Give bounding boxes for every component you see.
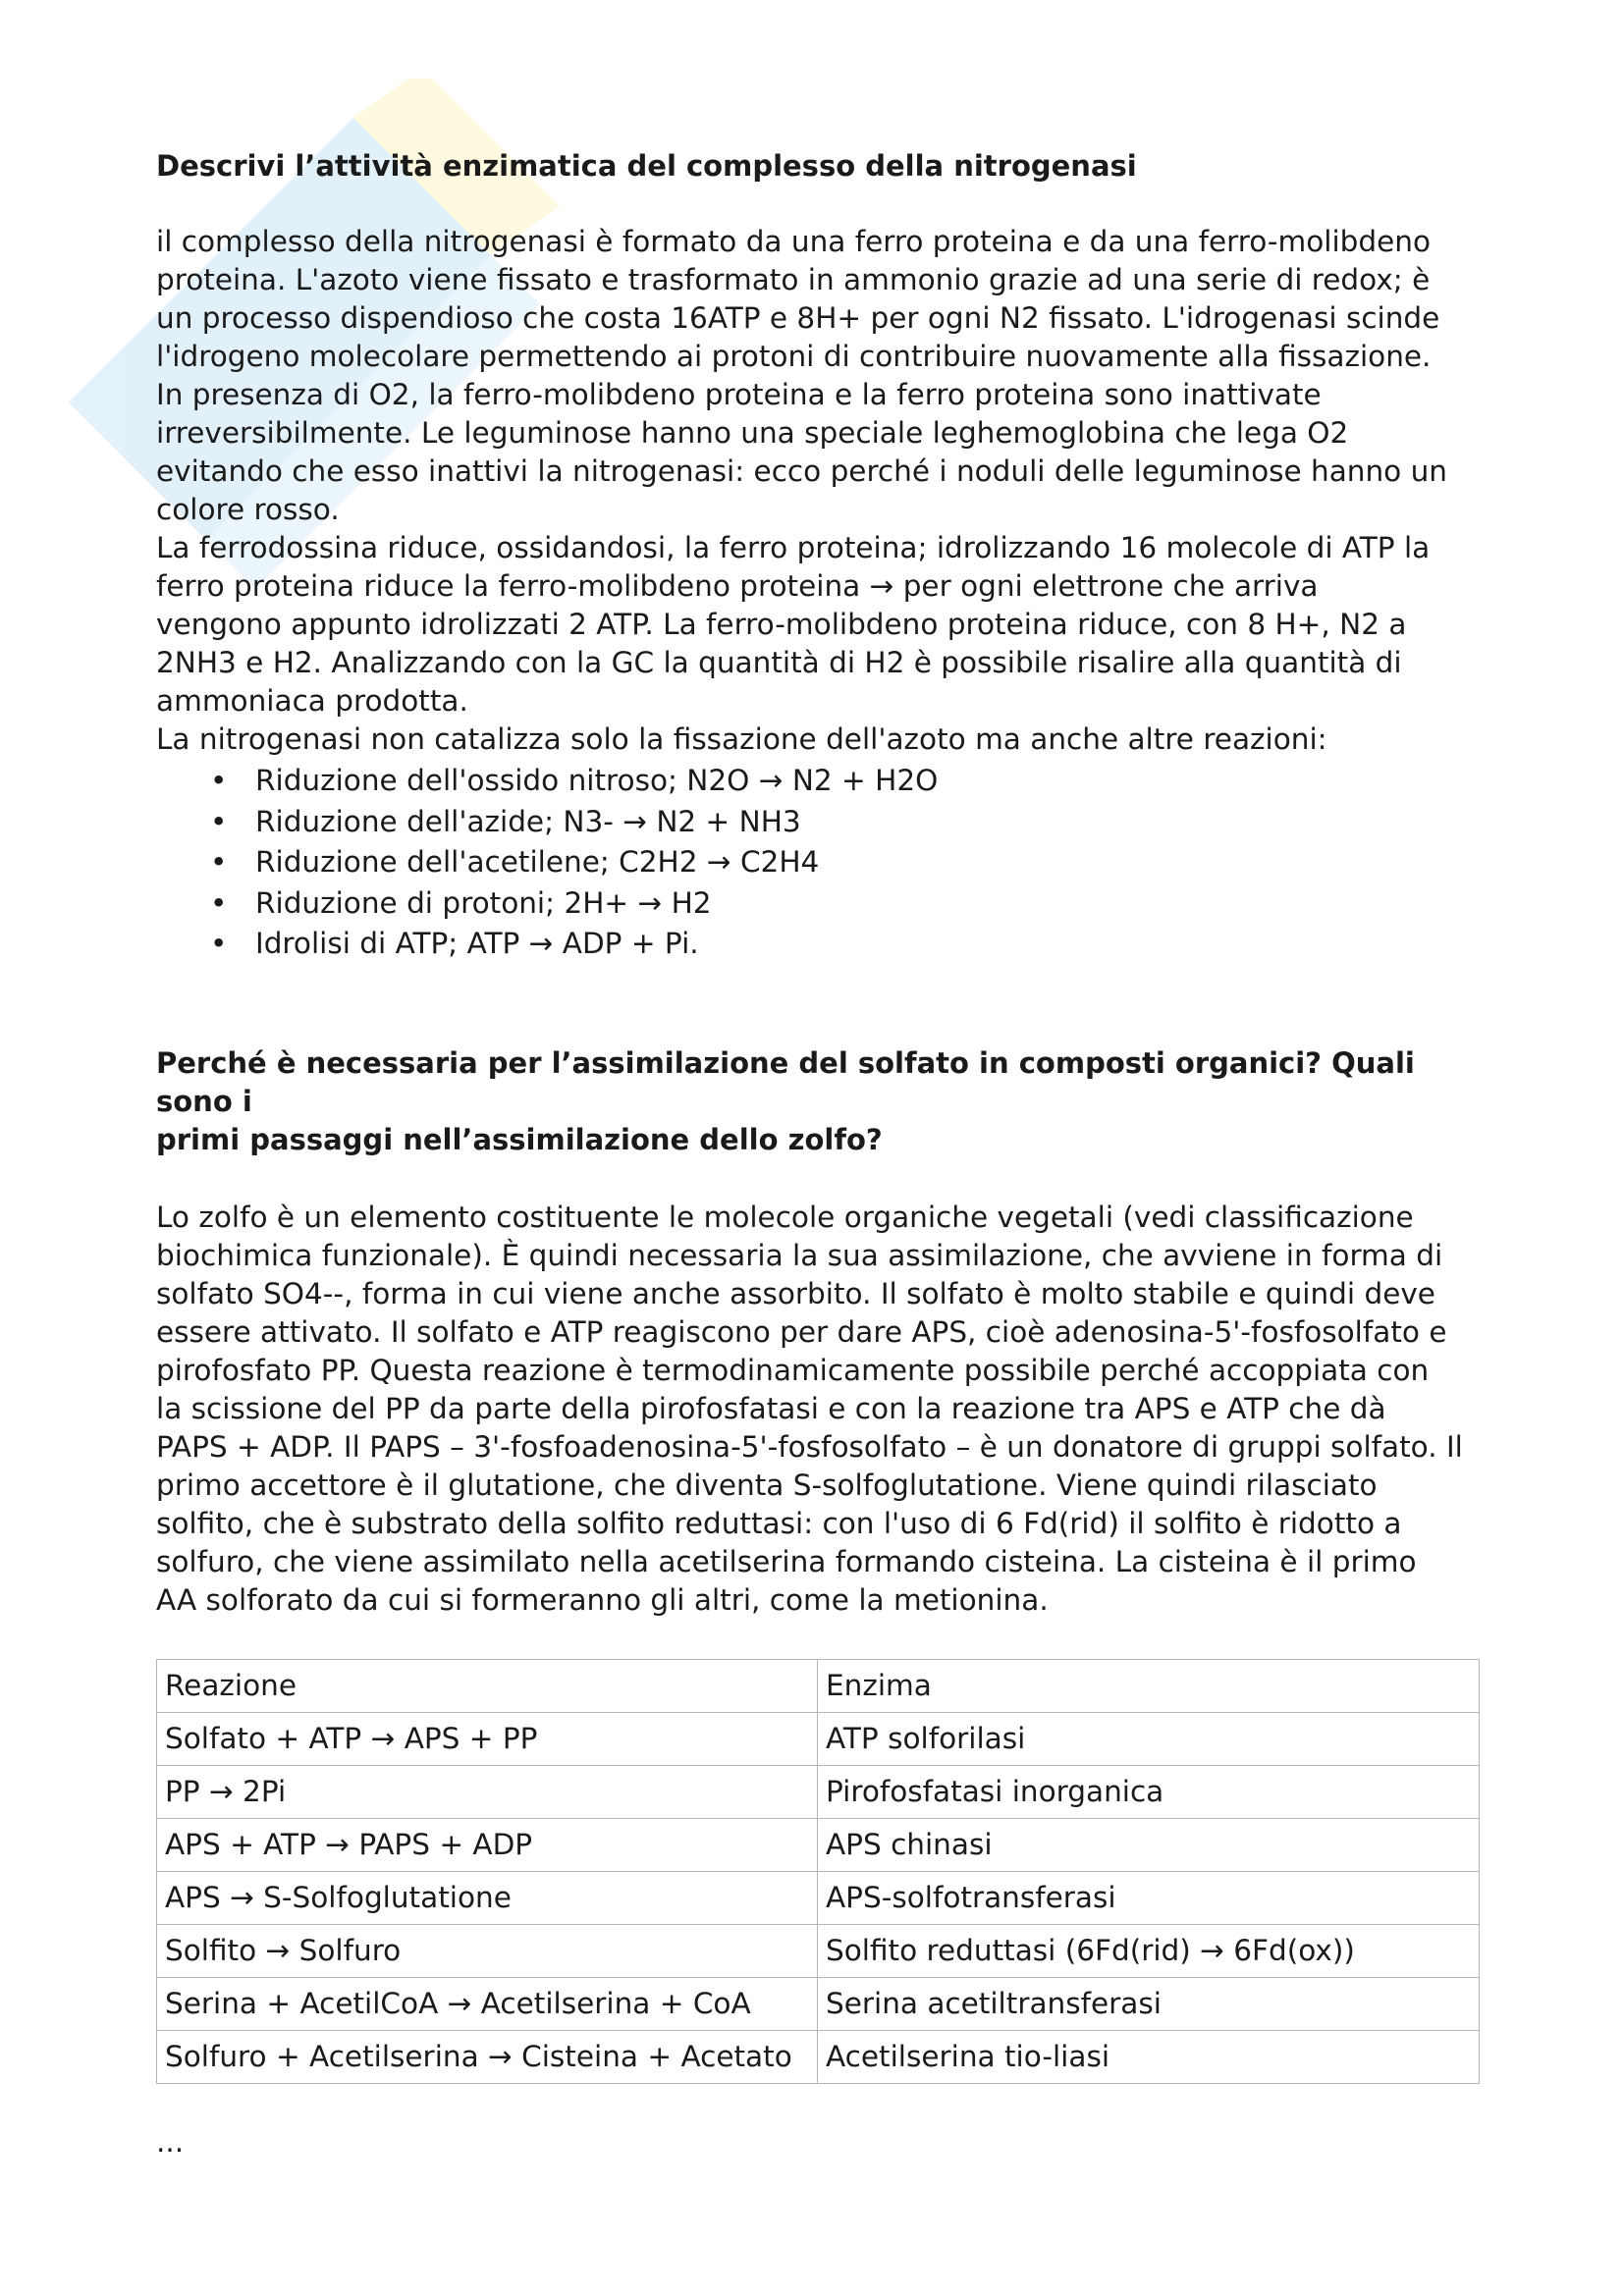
reaction-cell: Solfuro + Acetilserina → Cisteina + Acetato: [157, 2030, 818, 2083]
text-line: solfato SO4--, forma in cui viene anche assorbito. Il solfato è molto stabile e quindi deve: [156, 1276, 1435, 1310]
enzyme-cell: ATP solforilasi: [818, 1712, 1480, 1765]
header-cell-reazione: Reazione: [157, 1659, 818, 1712]
table-row: [157, 1871, 1480, 1924]
text-line: Lo zolfo è un elemento costituente le molecole organiche vegetali (vedi classificazione: [156, 1200, 1414, 1234]
text-line: vengono appunto idrolizzati 2 ATP. La ferro-molibdeno proteina riduce, con 8 H+, N2 a: [156, 608, 1407, 641]
table-row: [157, 1712, 1480, 1765]
text-line: ammoniaca prodotta.: [156, 684, 468, 718]
text-line: 2NH3 e H2. Analizzando con la GC la quantità di H2 è possibile risalire alla quantità di: [156, 646, 1402, 679]
reaction-cell: PP → 2Pi: [157, 1765, 818, 1818]
reaction-cell: APS + ATP → PAPS + ADP: [157, 1818, 818, 1871]
text-line: ferro proteina riduce la ferro-molibdeno proteina → per ogni elettrone che arriva: [156, 569, 1319, 603]
list-item: [156, 761, 1482, 802]
list-item-text: Riduzione di protoni; 2H+ → H2: [255, 885, 712, 920]
reaction-cell: Solfito → Solfuro: [157, 1924, 818, 1977]
document-page: [156, 147, 1482, 2157]
text-line: solfito, che è substrato della solfito reduttasi: con l'uso di 6 Fd(rid) il solfito è ridotto a: [156, 1506, 1402, 1540]
table-row: [157, 1977, 1480, 2030]
enzyme-cell: Solfito reduttasi (6Fd(rid) → 6Fd(ox)): [818, 1924, 1480, 1977]
section1-body: [156, 223, 1482, 759]
text-line: un processo dispendioso che costa 16ATP e 8H+ per ogni N2 fissato. L'idrogenasi scinde: [156, 301, 1440, 335]
table-row: [157, 1818, 1480, 1871]
enzyme-cell: Serina acetiltransferasi: [818, 1977, 1480, 2030]
text-line: PAPS + ADP. Il PAPS – 3'-fosfoadenosina-5'-fosfosolfato – è un donatore di gruppi solfato. Il: [156, 1429, 1463, 1464]
reaction-cell: APS → S-Solfoglutatione: [157, 1871, 818, 1924]
bullet-icon: •: [210, 764, 228, 797]
text-line: In presenza di O2, la ferro-molibdeno proteina e la ferro proteina sono inattivate: [156, 378, 1322, 411]
bullet-icon: •: [210, 845, 228, 879]
text-line: il complesso della nitrogenasi è formato da una ferro proteina e da una ferro-molibdeno: [156, 225, 1432, 258]
table-row: [157, 2030, 1480, 2083]
section2-heading-line: Perché è necessaria per l’assimilazione del solfato in composti organici? Quali sono i: [156, 1045, 1415, 1118]
enzyme-cell: APS-solfotransferasi: [818, 1871, 1480, 1924]
text-line: solfuro, che viene assimilato nella acetilserina formando cisteina. La cisteina è il primo: [156, 1544, 1417, 1578]
text-line: irreversibilmente. Le leguminose hanno una speciale leghemoglobina che lega O2: [156, 416, 1349, 450]
list-item: [156, 842, 1482, 883]
text-line: La nitrogenasi non catalizza solo la fissazione dell'azoto ma anche altre reazioni:: [156, 722, 1327, 756]
text-line: l'idrogeno molecolare permettendo ai protoni di contribuire nuovamente alla fissazione.: [156, 340, 1432, 373]
section2-body: [156, 1199, 1482, 1620]
section1-heading: Descrivi l’attività enzimatica del complesso della nitrogenasi: [156, 149, 1137, 183]
list-item: [156, 883, 1482, 925]
list-item: [156, 924, 1482, 965]
text-line: evitando che esso inattivi la nitrogenasi: ecco perché i noduli delle leguminose hanno un: [156, 454, 1447, 488]
enzyme-cell: Acetilserina tio-liasi: [818, 2030, 1480, 2083]
list-item-text: Riduzione dell'azide; N3- → N2 + NH3: [255, 804, 801, 838]
section2-heading: [156, 1044, 1482, 1159]
reaction-cell: Solfato + ATP → APS + PP: [157, 1712, 818, 1765]
bullet-icon: •: [210, 927, 228, 960]
text-line: pirofosfato PP. Questa reazione è termodinamicamente possibile perché accoppiata con: [156, 1353, 1430, 1387]
bullet-icon: •: [210, 804, 228, 838]
list-item-text: Idrolisi di ATP; ATP → ADP + Pi.: [255, 927, 699, 960]
text-line: primo accettore è il glutatione, che diventa S-solfoglutatione. Viene quindi rilasciato: [156, 1468, 1378, 1502]
enzyme-cell: APS chinasi: [818, 1818, 1480, 1871]
text-line: proteina. L'azoto viene fissato e trasformato in ammonio grazie ad una serie di redox; è: [156, 263, 1431, 296]
section2-heading-line: primi passaggi nell’assimilazione dello zolfo?: [156, 1122, 883, 1156]
table-row: [157, 1924, 1480, 1977]
list-item-text: Riduzione dell'ossido nitroso; N2O → N2 + H2O: [255, 764, 939, 797]
list-item-text: Riduzione dell'acetilene; C2H2 → C2H4: [255, 845, 820, 879]
text-line: La ferrodossina riduce, ossidandosi, la ferro proteina; idrolizzando 16 molecole di ATP la: [156, 531, 1431, 564]
continuation-ellipsis: ...: [156, 2124, 185, 2159]
reaction-cell: Serina + AcetilCoA → Acetilserina + CoA: [157, 1977, 818, 2030]
list-item: [156, 802, 1482, 843]
table-row: [157, 1765, 1480, 1818]
text-line: AA solforato da cui si formeranno gli altri, come la metionina.: [156, 1582, 1049, 1617]
text-line: biochimica funzionale). È quindi necessaria la sua assimilazione, che avviene in forma di: [156, 1238, 1443, 1272]
text-line: colore rosso.: [156, 493, 340, 526]
text-line: la scissione del PP da parte della pirofosfatasi e con la reazione tra APS e ATP che dà: [156, 1391, 1386, 1425]
text-line: essere attivato. Il solfato e ATP reagiscono per dare APS, cioè adenosina-5'-fosfosolfato e: [156, 1314, 1447, 1349]
table-header-row: [157, 1659, 1480, 1712]
enzyme-cell: Pirofosfatasi inorganica: [818, 1765, 1480, 1818]
bullet-icon: •: [210, 885, 228, 920]
reaction-enzyme-table: [156, 1659, 1480, 2084]
header-cell-enzima: Enzima: [818, 1659, 1480, 1712]
reaction-bullet-list: [156, 761, 1482, 965]
